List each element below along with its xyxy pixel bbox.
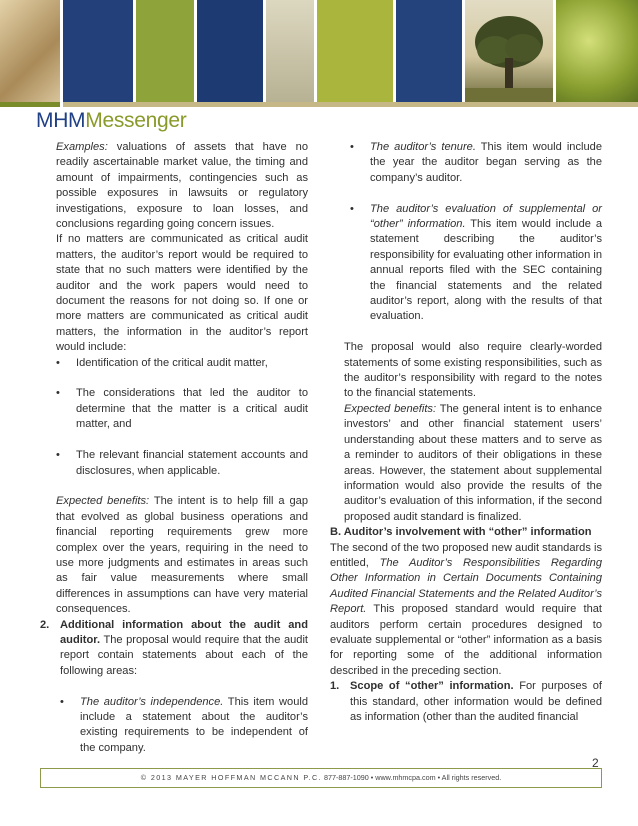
section-b-heading: B. Auditor’s involvement with “other” information [330,526,592,539]
bullet-item [40,448,308,479]
bullet-dot: • [56,356,60,369]
tenure-label: The auditor’s tenure. [370,141,476,153]
bullet-item-evaluation [330,202,602,325]
banner-photo-wood [0,0,60,102]
bullet-text: The considerations that led the auditor to determine that the matter is a critical audit matter, and [76,387,308,431]
proposal-paragraph: The proposal would also require clearly-worded statements of some existing responsibilities, such as the auditor’s responsibility with regard to the notes to the financial statements. [344,341,602,400]
footer-company: © 2013 MAYER HOFFMAN MCCANN P.C. [140,773,322,782]
banner-photo-leaf [556,0,638,102]
brand-logo [36,108,186,134]
page-number: 2 [592,756,599,770]
item-1-body: For purposes of this standard, other information would be defined as information (other than the audited financial [350,680,602,723]
second-para-start: The second of the two proposed new audit standards is entitled, [330,541,602,569]
examples-text: valuations of assets that have no readily ascertainable market value, the timing and amount of impairments, contingencies such as possible exposures in lawsuits or regulatory investigations, exposure to loan losses, and conclusions regarding going concern issues. [56,141,308,231]
bullet-dot: • [60,695,64,708]
tenure-body: This item would include the year the auditor began serving as the company’s auditor. [370,141,603,184]
banner-strip [0,102,60,107]
footer-bar [40,768,602,788]
independence-body: This item would include a statement about the auditor’s existing requirements to be independent of the company. [80,695,309,754]
numbered-item-2 [40,618,308,680]
banner-photo-columns [266,0,314,102]
bullet-item [40,356,308,371]
bullet-dot: • [350,202,354,215]
no-matters-paragraph: If no matters are communicated as critical audit matters, the auditor’s report would be required to state that no such matters were identified by the auditor and the work papers would need to document the reasons for not doing so. If one or more matters are communicated as critical audit matters, the information in the auditor’s report would include: [56,233,308,354]
item-number: 2. [40,618,50,631]
right-benefits-paragraph [330,402,602,525]
independence-text [80,695,308,757]
left-column [40,140,308,756]
bullet-dot: • [56,449,60,462]
bullet-item-tenure [330,140,602,186]
examples-label: Examples: [56,141,108,153]
banner-tile-blue-2 [396,0,462,102]
bullet-text: Identification of the critical audit matter, [76,356,268,369]
bullet-item [40,386,308,432]
evaluation-label: The auditor’s evaluation of supplemental or “other” information. [370,202,602,231]
left-benefits-paragraph [40,494,308,617]
item-2-text [60,618,308,680]
brand-messenger: Messenger [85,109,187,132]
benefits-label: Expected benefits: [56,495,150,508]
banner-tile-green [136,0,194,102]
tenure-text [370,140,602,186]
item-2-body: The proposal would require that the audit report contain statements about each of the following areas: [60,633,308,677]
tree-icon [465,0,553,102]
benefits-text: The intent is to help fill a gap that evolved as global business operations and financial reporting requirements grew more complex over the years, requiring in the need to use more judgments and estimates in areas such as fair value measurements where small differences in assumptions can have very material consequences. [56,495,308,616]
second-standard-paragraph [330,541,602,680]
item-2-title: Additional information about the audit and auditor. [60,618,308,646]
banner-tile-olive [317,0,393,102]
bullet-dot: • [56,387,60,400]
banner-tile-navy [197,0,263,102]
bullet-text: The relevant financial statement accounts and disclosures, when applicable. [76,449,308,477]
benefits-text: The general intent is to enhance investors’ and other financial statement users’ understanding about these matters and to serve as a reminder to auditors of their obligations in these areas. However, the statement about supplemental information would also provide the results of the auditor’s evaluation of this information, if the second proposed audit standard is finalized. [344,402,602,523]
right-column [330,140,602,725]
bullet-item-independence [40,695,308,757]
footer-contact: 877-887-1090 • www.mhmcpa.com • All rights reserved. [322,773,502,782]
second-para-end: This proposed standard would require that auditors perform certain procedures designed to evaluate supplemental or “other” information as a basis for reporting some of the additional information described in the preceding section. [330,603,602,677]
item-1-text [350,679,602,725]
independence-label: The auditor’s independence. [80,695,224,708]
evaluation-body: This item would include a statement describing the auditor’s responsibility for evaluating other information in annual reports filed with the SEC containing the financial statements and the related auditor’s report, along with the results of that evaluation. [370,218,603,323]
second-standard-title: The Auditor’s Responsibilities Regarding Other Information in Certain Documents Containing Audited Financial Statements and the Related Auditor’s Report. [330,556,603,616]
item-number: 1. [330,680,340,693]
banner-photo-tree [465,0,553,102]
bullet-dot: • [350,141,354,153]
brand-mhm: MHM [36,109,86,132]
benefits-label: Expected benefits: [344,402,437,415]
banner-strip-2 [63,102,638,107]
header-banner [0,0,638,108]
numbered-item-1 [330,679,602,725]
banner-tile-blue [63,0,133,102]
evaluation-text [370,202,602,325]
item-1-title: Scope of “other” information. [350,680,514,693]
examples-paragraph [40,140,308,232]
